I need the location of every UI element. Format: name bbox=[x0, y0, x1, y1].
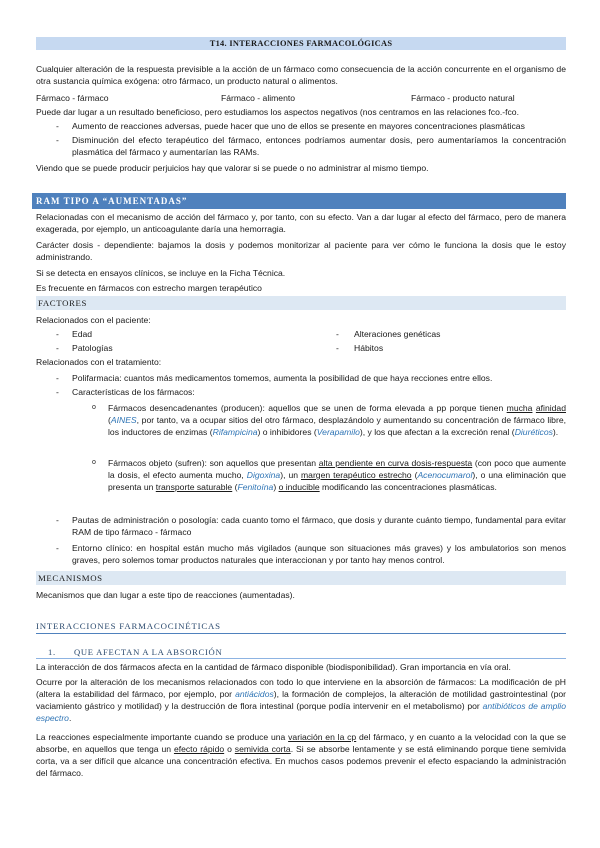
patient-item-alteraciones: Alteraciones genéticas bbox=[354, 329, 441, 339]
patient-item-patologias: Patologías bbox=[72, 343, 113, 353]
subsection-heading-absorcion bbox=[36, 646, 566, 659]
dash-bullet: - bbox=[56, 343, 59, 353]
dash-bullet: - bbox=[56, 121, 59, 131]
dash-bullet: - bbox=[56, 515, 59, 525]
absorcion-paragraph-2: Ocurre por la alteración de los mecanismos relacionados con todo lo que interviene en la absorción de fármacos: La modificación de pH (altera la estabilidad del fármaco, por ejemplo, por antiácidos), la formación de complejos, la alteración de motilidad gastrointestinal (por vaciamiento gástrico y motilidad) y la destrucción de flora intestinal (porque podía intervenir en el metabolismo) por antibióticos de amplio espectro. bbox=[36, 677, 566, 723]
intro-paragraph-2: Puede dar lugar a un resultado beneficioso, pero estudiamos los aspectos negativos (nos centramos en las relaciones fco.-fco. bbox=[36, 107, 519, 117]
bullet-polifarmacia: Polifarmacia: cuantos más medicamentos tomemos, aumenta la posibilidad de que haya recciones entre ellos. bbox=[72, 373, 493, 383]
bullet-entorno: Entorno clínico: en hospital están mucho más vigilados (aunque son situaciones más graves) y los ambulatorios son menos graves, pero solemos tomar productos naturales que interaccionan y por tanto hay menos control. bbox=[72, 543, 566, 565]
bullet-disminucion: Disminución del efecto terapéutico del fármaco, entonces podríamos aumentar dosis, pero aumentaríamos la concentración plasmática del fármaco y aumentarían las RAMs. bbox=[72, 135, 566, 157]
absorcion-paragraph-3: La reacciones especialmente importante cuando se produce una variación en la cp del fármaco, y en cuanto a la velocidad con la que se absorbe, en aquellos que tenga un efecto rápido o semivida corta. Si se absorbe lentamente y se está eliminando porque tiene semivida corta, va a ser difícil que alcance una concentración efectiva. En muchos casos podemos prevenir el efecto espaciando la administración del fármaco. bbox=[36, 732, 566, 778]
circle-bullet: o bbox=[92, 459, 96, 466]
dash-bullet: - bbox=[336, 343, 339, 353]
ram-paragraph-1: Relacionadas con el mecanismo de acción del fármaco y, por tanto, con su efecto. Van a dar lugar al efecto del fármaco, pero de manera exagerada, por ejemplo, un anticoagulante daría una hemorragia. bbox=[36, 212, 566, 234]
dash-bullet: - bbox=[56, 387, 59, 397]
bullet-caracteristicas: Características de los fármacos: bbox=[72, 387, 195, 397]
document-title: T14. INTERACCIONES FARMACOLÓGICAS bbox=[36, 37, 566, 50]
section-heading-farmacocineticas: INTERACCIONES FARMACOCINÉTICAS bbox=[36, 620, 566, 634]
circle-bullet: o bbox=[92, 404, 96, 411]
dash-bullet: - bbox=[336, 329, 339, 339]
dash-bullet: - bbox=[56, 135, 59, 145]
patient-item-edad: Edad bbox=[72, 329, 93, 339]
patient-item-habitos: Hábitos bbox=[354, 343, 384, 353]
section-heading-mecanismos: MECANISMOS bbox=[36, 571, 566, 585]
type-farmaco-farmaco: Fármaco - fármaco bbox=[36, 93, 109, 103]
absorcion-paragraph-1: La interacción de dos fármacos afecta en la cantidad de fármaco disponible (biodisponibilidad). Gran importancia en vía oral. bbox=[36, 662, 511, 672]
ram-paragraph-3: Si se detecta en ensayos clínicos, se incluye en la Ficha Técnica. bbox=[36, 268, 286, 278]
section-heading-factores: FACTORES bbox=[36, 296, 566, 310]
dash-bullet: - bbox=[56, 373, 59, 383]
patient-factors-label: Relacionados con el paciente: bbox=[36, 315, 151, 325]
treatment-factors-label: Relacionados con el tratamiento: bbox=[36, 357, 162, 367]
bullet-desencadenantes: Fármacos desencadenantes (producen): aquellos que se unen de forma elevada a pp porque tienen mucha afinidad (AINES, por tanto, va a ocupar sitios del otro fármaco, desplazándolo y aumentando su concentración de fármaco libre, los inductores de enzimas (Rifampicina) o inhibidores (Verapamilo), y los que afectan a la excreción renal (Diuréticos). bbox=[108, 403, 566, 437]
type-farmaco-producto-natural: Fármaco - producto natural bbox=[411, 93, 515, 103]
type-farmaco-alimento: Fármaco - alimento bbox=[221, 93, 296, 103]
subsection-title: QUE AFECTAN A LA ABSORCIÓN bbox=[74, 647, 223, 657]
intro-paragraph-3: Viendo que se puede producir perjuicios hay que valorar si se puede o no administrar al mismo tiempo. bbox=[36, 163, 429, 173]
mecanismos-text: Mecanismos que dan lugar a este tipo de reacciones (aumentadas). bbox=[36, 590, 295, 600]
ram-paragraph-2: Carácter dosis - dependiente: bajamos la dosis y podemos monitorizar al paciente para ver cómo le funciona la dosis que le estoy administrando. bbox=[36, 240, 566, 262]
bullet-pautas: Pautas de administración o posología: cada cuanto tomo el fármaco, que dosis y durante cuánto tiempo, fundamental para evitar RAM de tipo fármaco - fármaco bbox=[72, 515, 566, 537]
section-heading-ram: RAM TIPO A “AUMENTADAS” bbox=[32, 193, 566, 209]
subsection-number: 1. bbox=[48, 647, 56, 657]
dash-bullet: - bbox=[56, 329, 59, 339]
bullet-aumento: Aumento de reacciones adversas, puede hacer que uno de ellos se presente en mayores concentraciones plasmáticas bbox=[72, 121, 525, 131]
intro-paragraph: Cualquier alteración de la respuesta previsible a la acción de un fármaco como consecuencia de la acción concurrente en el organismo de otra sustancia química exógena: otro fármaco, un producto natural o alimentos. bbox=[36, 64, 566, 86]
dash-bullet: - bbox=[56, 543, 59, 553]
ram-paragraph-4: Es frecuente en fármacos con estrecho margen terapéutico bbox=[36, 283, 262, 293]
bullet-objeto: Fármacos objeto (sufren): son aquellos que presentan alta pendiente en curva dosis-respuesta (con poco que aumente la dosis, el efecto aumenta mucho, Digoxina), un margen terapéutico estrecho (Acenocumarol), o una eliminación que presenta un transporte saturable (Fenitoína) o inducible modificando las concentraciones plasmáticas. bbox=[108, 458, 566, 492]
